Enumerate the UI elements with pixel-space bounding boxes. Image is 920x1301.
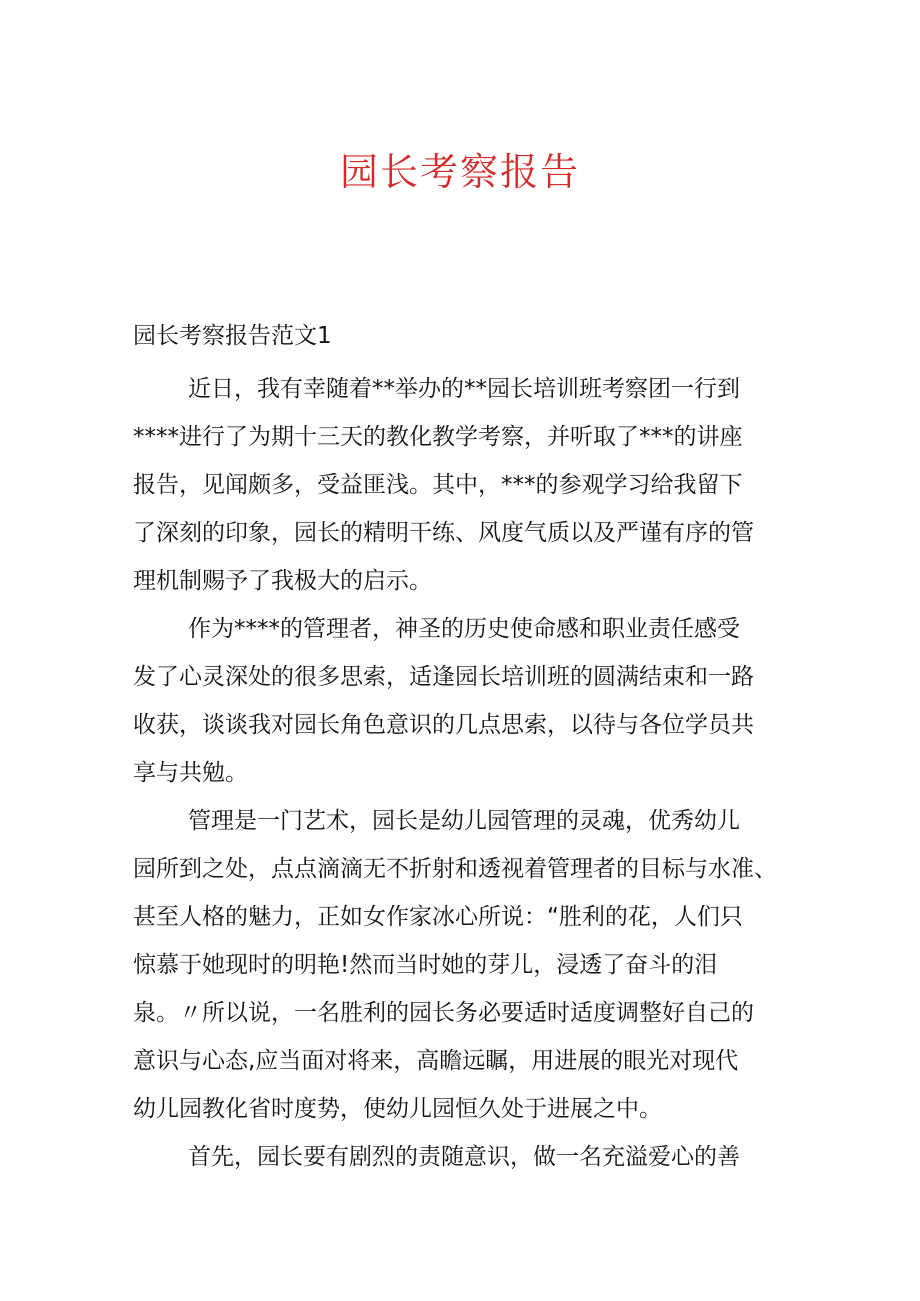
text-line: 理机制赐予了我极大的启示。: [133, 568, 432, 594]
text-line: 首先，园长要有剧烈的责随意识，做一名充溢爱心的善: [188, 1144, 740, 1170]
text-line: 惊慕于她现时的明艳!然而当时她的芽儿，浸透了奋斗的泪: [133, 952, 718, 978]
text-line: 幼儿园教化省时度势，使幼儿园恒久处于进展之中。: [133, 1096, 662, 1122]
text-line: 发了心灵深处的很多思索，适逢园长培训班的圆满结束和一路: [133, 664, 754, 690]
text-line: 甚至人格的魅力，正如女作家冰心所说：“胜利的花，人们只: [133, 904, 743, 930]
paragraph: [133, 1133, 795, 1181]
document-body: [133, 365, 795, 1181]
paragraph: [133, 365, 795, 605]
paragraph: [133, 797, 795, 1133]
text-line: ****进行了为期十三天的教化教学考察，并听取了***的讲座: [133, 424, 743, 450]
text-line: 享与共勉。: [133, 760, 248, 786]
text-line: 泉。〃所以说，一名胜利的园长务必要适时适度调整好自己的: [133, 1000, 754, 1026]
document-title: 园长考察报告: [339, 150, 580, 194]
text-line: 园所到之处，点点滴滴无不折射和透视着管理者的目标与水准、: [133, 856, 777, 882]
text-line: 意识与心态,应当面对将来，高瞻远瞩，用进展的眼光对现代: [133, 1048, 739, 1074]
text-line: 近日，我有幸随着**举办的**园长培训班考察团一行到: [188, 376, 740, 402]
text-line: 了深刻的印象，园长的精明干练、风度气质以及严谨有序的管: [133, 520, 754, 546]
text-line: 报告，见闻颇多，受益匪浅。其中，***的参观学习给我留下: [133, 472, 743, 498]
text-line: 收获，谈谈我对园长角色意识的几点思索，以待与各位学员共: [133, 712, 754, 738]
text-line: 作为****的管理者，神圣的历史使命感和职业责任感受: [188, 616, 740, 642]
text-line: 管理是一门艺术，园长是幼儿园管理的灵魂，优秀幼儿: [188, 808, 740, 834]
paragraph: [133, 605, 795, 797]
document-subtitle: 园长考察报告范文1: [133, 323, 332, 349]
